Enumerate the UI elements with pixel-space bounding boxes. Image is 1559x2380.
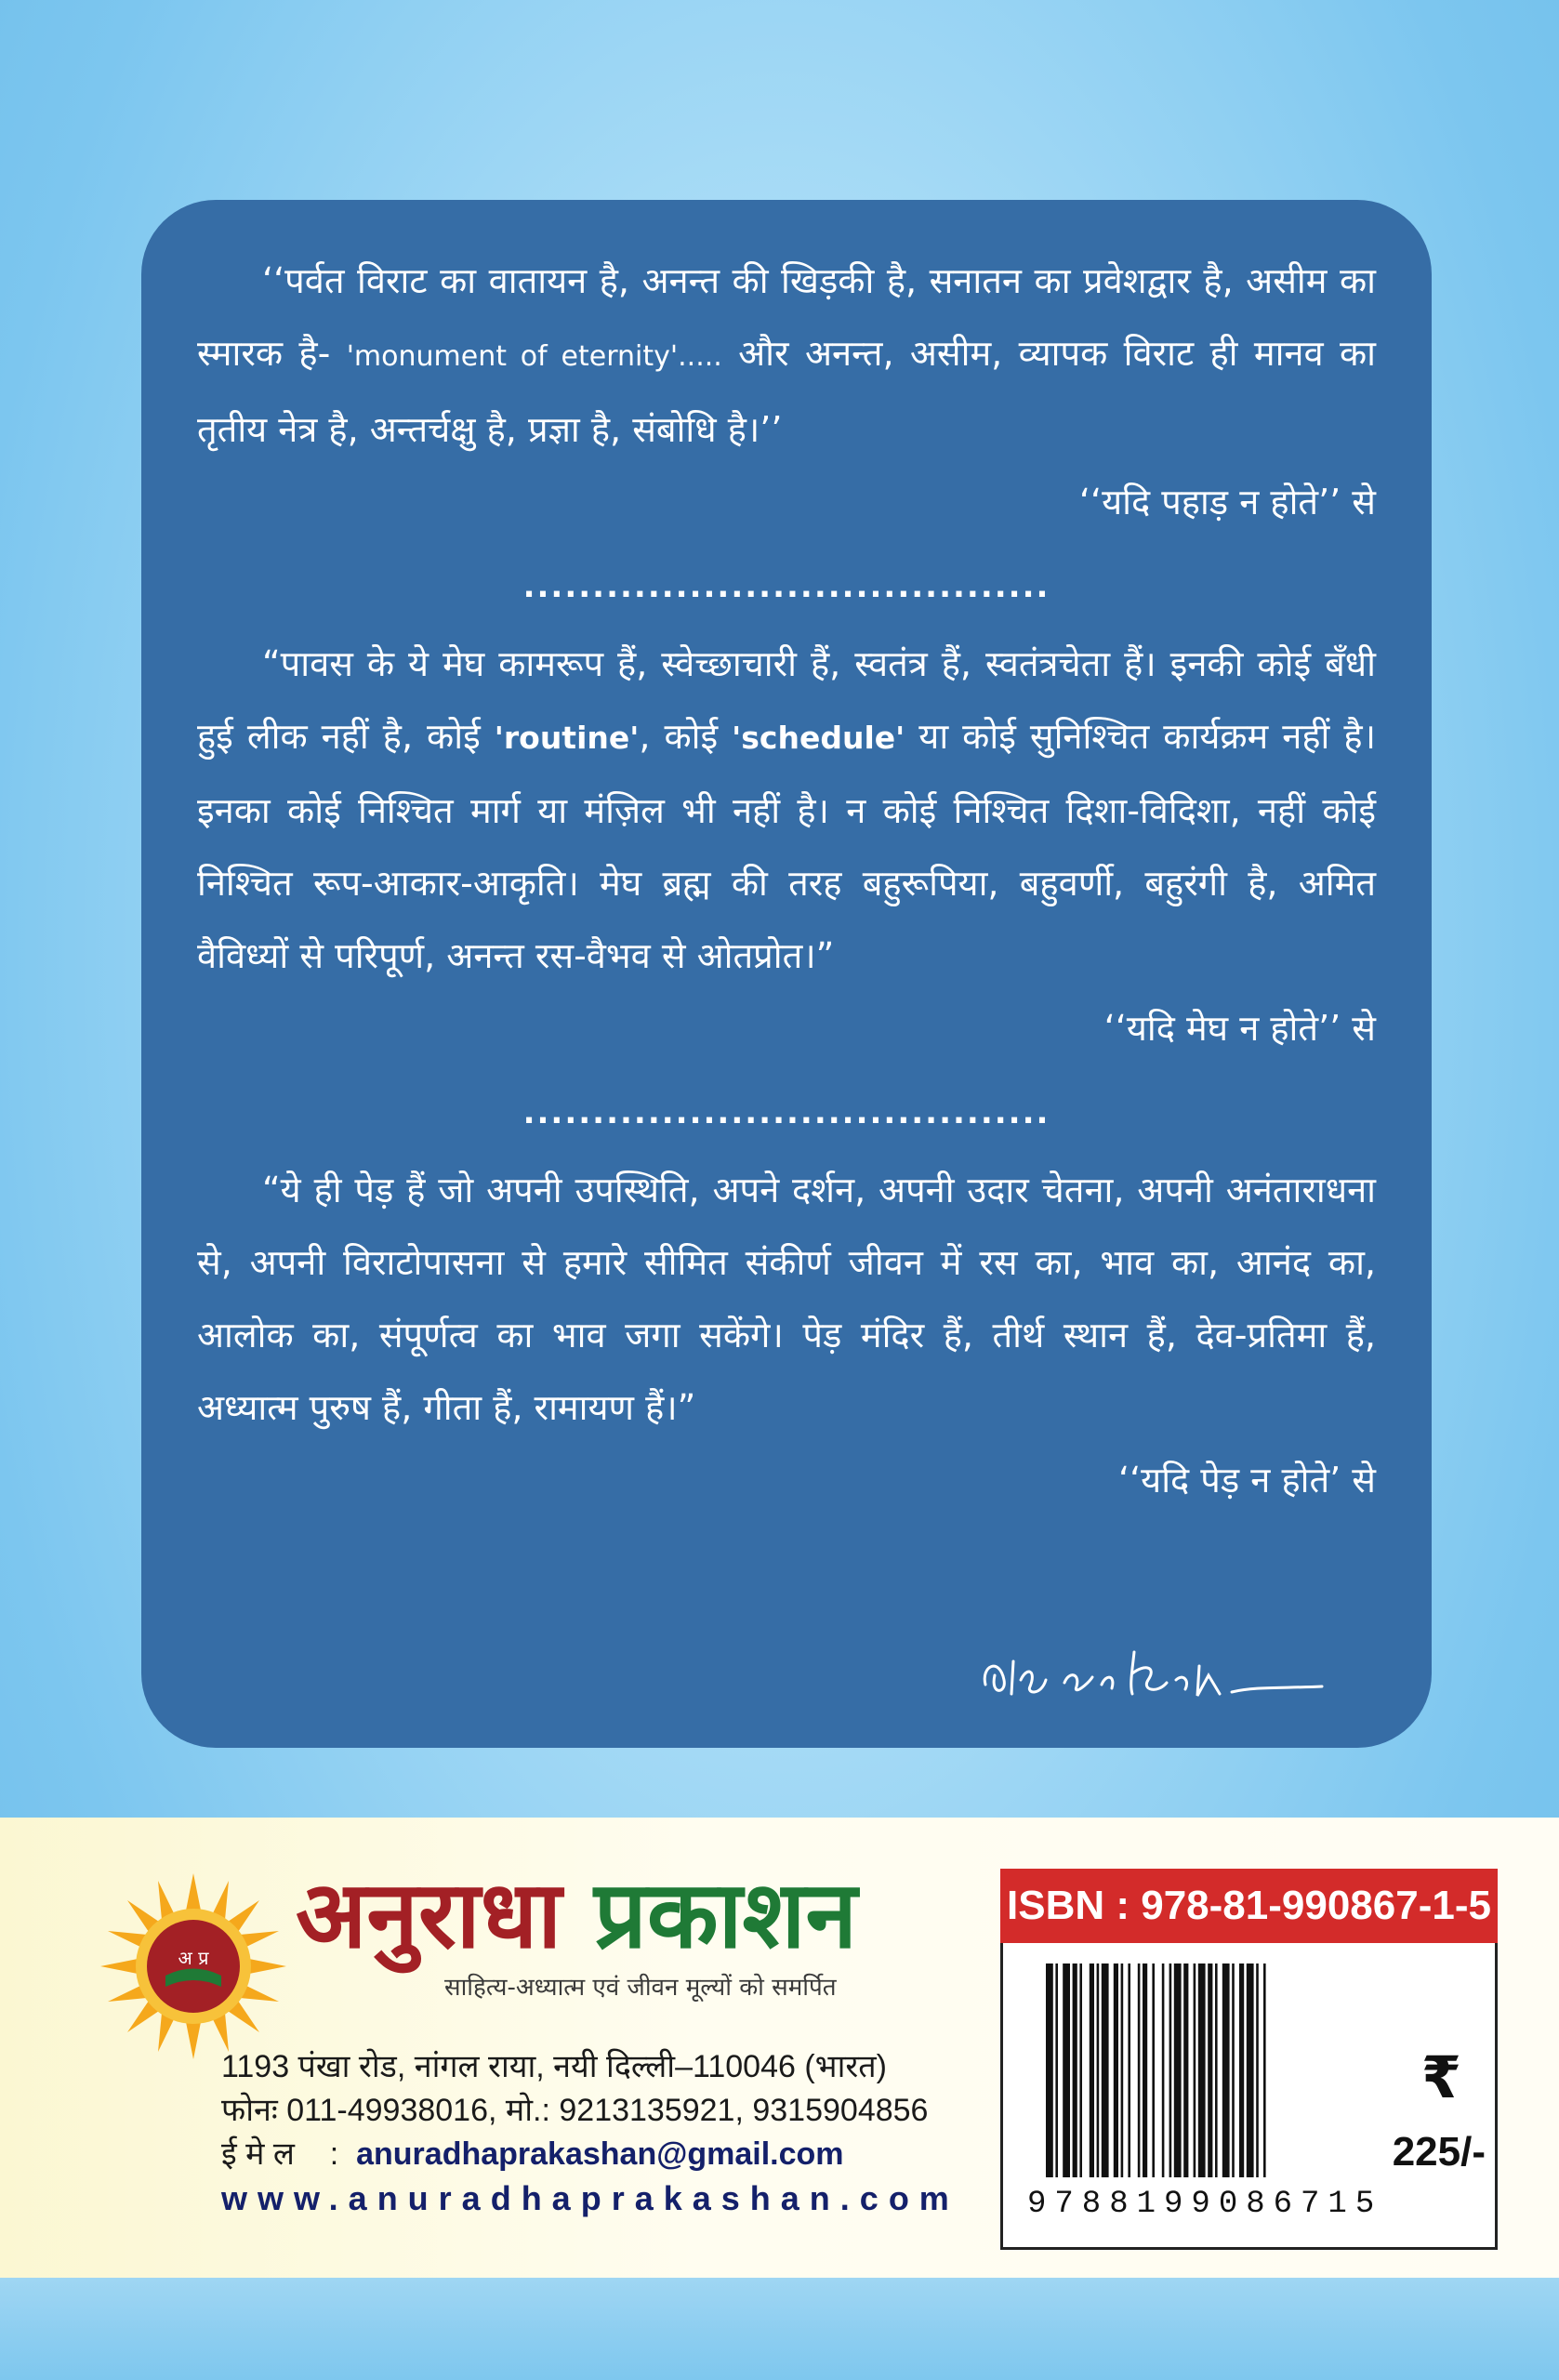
quote-english-word: 'routine' bbox=[494, 720, 640, 756]
email-address: anuradhaprakashan@gmail.com bbox=[356, 2136, 844, 2172]
barcode-icon bbox=[1046, 1964, 1436, 2177]
quote-english-phrase: 'monument of eternity'..... bbox=[346, 340, 722, 373]
publisher-name bbox=[296, 1859, 857, 1971]
separator: ...................................... bbox=[522, 1094, 1050, 1131]
quote-text: , कोई bbox=[639, 716, 733, 757]
quote-english-word: 'schedule' bbox=[732, 720, 905, 756]
phone-line: फोनः 011-49938016, मो.: 9213135921, 9315904856 bbox=[221, 2093, 929, 2128]
separator: ...................................... bbox=[522, 568, 1050, 605]
quote-text: “पावस के ये मेघ कामरूप हैं, स्वेच्छाचारी हैं, स्वतंत्र हैं, स्वतंत्रचेता हैं। इनकी कोई बँधी हुई लीक नहीं है, कोई bbox=[197, 643, 1376, 757]
website: www.anuradhaprakashan.com bbox=[221, 2179, 959, 2217]
quote-trees bbox=[197, 1154, 1376, 1444]
barcode-box bbox=[1000, 1943, 1498, 2250]
isbn-label: ISBN : 978-81-990867-1-5 bbox=[1000, 1869, 1498, 1943]
quote-source-trees: ‘‘यदि पेड़ न होते’ से bbox=[1118, 1460, 1376, 1501]
email-label: ई मे ल : bbox=[221, 2136, 357, 2172]
quote-text: या कोई सुनिश्चित कार्यक्रम नहीं है। इनका कोई निश्चित मार्ग या मंज़िल भी नहीं है। न कोई निश्चित दिशा-विदिशा, नहीं कोई निश्चित रूप-आकार-आकृति। मेघ ब्रह्म की तरह बहुरूपिया, बहुवर्णी, बहुरंगी है, अमित वैविध्यों से परिपूर्ण, अनन्त रस-वैभव से ओतप्रोत।” bbox=[197, 716, 1376, 976]
quote-source-clouds: ‘‘यदि मेघ न होते’’ से bbox=[1103, 1008, 1376, 1049]
quote-clouds bbox=[197, 628, 1376, 992]
author-signature bbox=[976, 1629, 1329, 1712]
price: 225/- bbox=[1392, 2129, 1486, 2175]
quotes-panel bbox=[141, 200, 1432, 1748]
publisher-tagline: साहित्य-अध्यात्म एवं जीवन मूल्यों को समर्पित bbox=[444, 1974, 837, 2002]
email-line bbox=[221, 2133, 959, 2176]
rupee-symbol: ₹ bbox=[1420, 2043, 1461, 2111]
quote-source-mountain: ‘‘यदि पहाड़ न होते’’ से bbox=[1078, 482, 1376, 522]
publisher-contact bbox=[221, 2045, 959, 2220]
address: 1193 पंखा रोड, नांगल राया, नयी दिल्ली–110046 (भारत) bbox=[221, 2049, 887, 2084]
emblem-text: अ प्र bbox=[178, 1947, 209, 1969]
quote-text: “ये ही पेड़ हैं जो अपनी उपस्थिति, अपने दर्शन, अपनी उदार चेतना, अपनी अनंताराधना से, अपनी विराटोपासना से हमारे सीमित संकीर्ण जीवन में रस का, भाव का, आनंद का, आलोक का, संपूर्णत्व का भाव जगा सकेंगे। पेड़ मंदिर हैं, तीर्थ स्थान हैं, देव-प्रतिमा हैं, अध्यात्म पुरुष हैं, गीता हैं, रामायण हैं।” bbox=[197, 1170, 1376, 1428]
quote-mountain bbox=[197, 245, 1376, 466]
quote-text: और अनन्त, असीम, व्यापक विराट ही मानव का तृतीय नेत्र है, अन्तर्चक्षु है, प्रज्ञा है, संबोधि है।’’ bbox=[197, 333, 1377, 450]
footer-band bbox=[0, 2278, 1559, 2380]
barcode-digits: 9788199086715 bbox=[1027, 2187, 1383, 2222]
quote-text: ‘‘पर्वत विराट का वातायन है, अनन्त की खिड़की है, सनातन का प्रवेशद्वार है, असीम का स्मारक है- bbox=[197, 260, 1376, 374]
publisher-emblem-icon bbox=[100, 1873, 286, 2059]
publisher-name-part1: अनुराधा bbox=[296, 1860, 562, 1969]
publisher-name-part2: प्रकाशन bbox=[593, 1860, 858, 1969]
